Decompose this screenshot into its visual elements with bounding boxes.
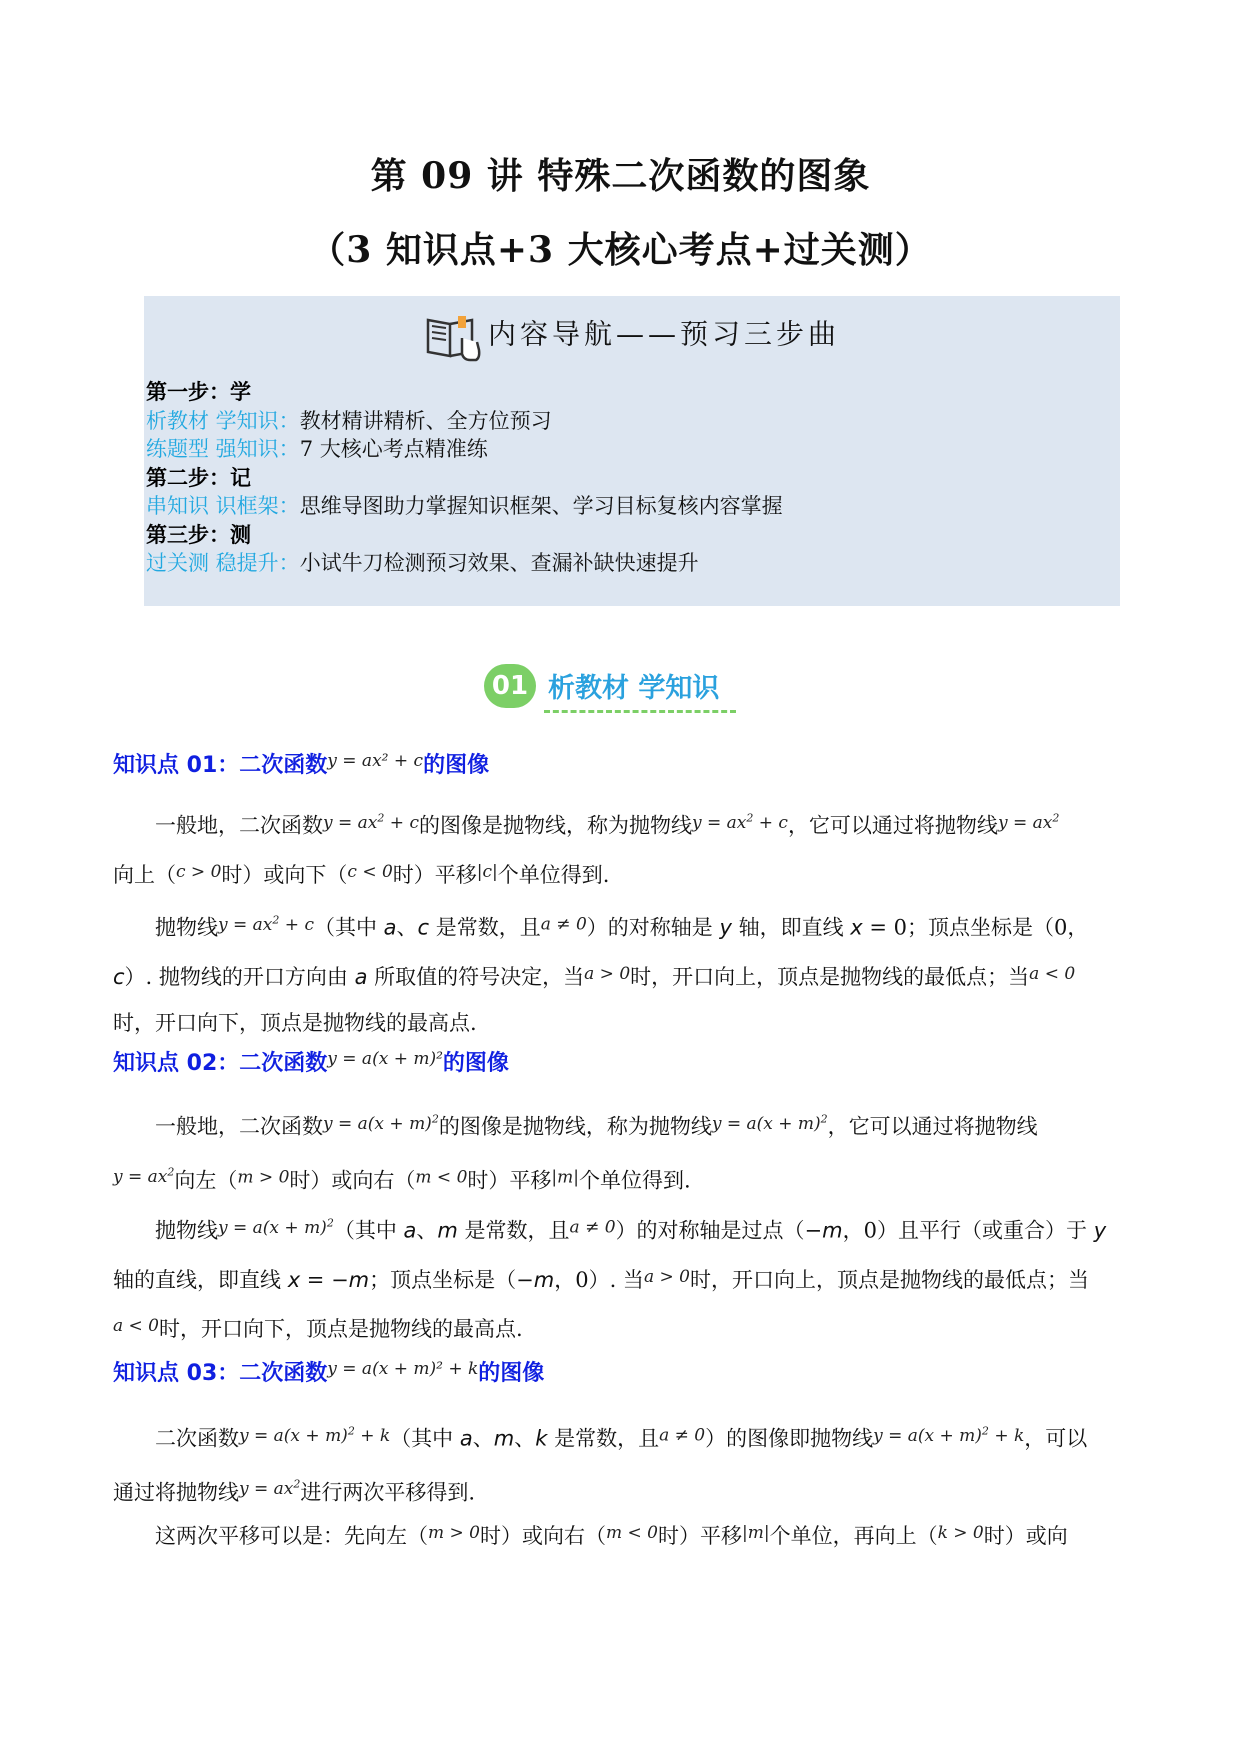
kp2-paragraph-1: 一般地，二次函数$^{y = a(x + m)^2}$的图像是抛物线，称为抛物线$^{y = a(x + m)^2}$，它可以通过将抛物线 $^{y = ax^2}$向左（$^{m > 0}$时）或向右（$^{m < 0}$时）平移$^{|m|}$个单位得到. (113, 1112, 1038, 1193)
page-title: 第 09 讲 特殊二次函数的图象 (370, 155, 871, 197)
kp3-formula: y = a(x + m)² + k (327, 1359, 479, 1379)
nav-header (144, 310, 1120, 362)
step-1b-text: 7 大核心考点精准练 (299, 437, 488, 461)
kp2-heading (113, 1046, 509, 1077)
kp1-heading (113, 748, 489, 779)
page-subtitle: （3 知识点+3 大核心考点+过关测） (309, 229, 932, 271)
step-2: 第二步：记 (146, 464, 251, 490)
nav-header-text: 内容导航——预习三步曲 (487, 317, 840, 351)
step-1b-label: 练题型 强知识： (146, 437, 300, 461)
kp1-paragraph-1: 一般地，二次函数$^{y = ax^2 + c}$的图像是抛物线，称为抛物线$^{y = ax^2 + c}$，它可以通过将抛物线$^{y = ax^2}$ 向上（$^{c > 0}$时）或向下（$^{c < 0}$时）平移$^{|c|}$个单位得到. (113, 811, 1060, 887)
kp3-label: 知识点 03：二次函数 (113, 1361, 328, 1386)
kp2-paragraph-2: 抛物线$^{y = a(x + m)^2}$（其中 a、m 是常数，且$^{a \ne 0}$）的对称轴是过点（−m，0）且平行（或重合）于 y 轴的直线，即直线 x = −m；顶点坐标是（−m，0）. 当$^{a > 0}$时，开口向上，顶点是抛物线的最低点；当 $^{a < 0}$时，开口向下，顶点是抛物线的最高点. (113, 1216, 1107, 1341)
step-1: 第一步：学 (146, 379, 251, 404)
kp1-paragraph-2: 抛物线$^{y = ax^2 + c}$（其中 a、c 是常数，且$^{a \ne 0}$）的对称轴是 y 轴，即直线 x = 0；顶点坐标是（0， c）. 抛物线的开口方向由 a 所取值的符号决定，当$^{a > 0}$时，开口向上，顶点是抛物线的最低点；当$^{a < 0}$ 时，开口向下，顶点是抛物线的最高点. (113, 913, 1089, 1035)
kp1-suffix: 的图像 (423, 753, 490, 778)
step-1a-text: 教材精讲精析、全方位预习 (299, 408, 552, 433)
book-icon (424, 310, 482, 362)
step-2a-text: 思维导图助力掌握知识框架、学习目标复核内容掌握 (299, 494, 783, 518)
nav-steps (146, 378, 783, 578)
step-2a-label: 串知识 识框架： (146, 494, 300, 518)
kp3-suffix: 的图像 (478, 1361, 545, 1386)
step-3a-label: 过关测 稳提升： (146, 551, 300, 575)
content-navigation-box (144, 296, 1120, 606)
kp3-paragraph-1: 二次函数$^{y = a(x + m)^2 + k}$（其中 a、m、k 是常数，且$^{a \ne 0}$）的图像即抛物线$^{y = a(x + m)^2 + k}$，可以 通过将抛物线$^{y = ax^2}$进行两次平移得到. (113, 1424, 1088, 1505)
kp2-formula: y = a(x + m)² (327, 1049, 443, 1069)
kp3-paragraph-2: 这两次平移可以是：先向左（$^{m > 0}$时）或向右（$^{m < 0}$时）平移$^{|m|}$个单位，再向上（$^{k > 0}$时）或向 (113, 1523, 1068, 1548)
kp2-suffix: 的图像 (442, 1051, 509, 1076)
kp3-heading (113, 1356, 544, 1387)
step-3a-text: 小试牛刀检测预习效果、查漏补缺快速提升 (299, 551, 699, 575)
kp1-formula: y = ax² + c (327, 751, 424, 771)
section-underline (544, 710, 736, 713)
section-title: 析教材 学知识 (548, 673, 720, 704)
kp1-label: 知识点 01：二次函数 (113, 753, 328, 778)
step-3: 第三步：测 (146, 521, 251, 547)
kp2-label: 知识点 02：二次函数 (113, 1051, 328, 1076)
step-1a-label: 析教材 学知识： (146, 408, 300, 433)
section-number-badge: 01 (484, 664, 536, 708)
